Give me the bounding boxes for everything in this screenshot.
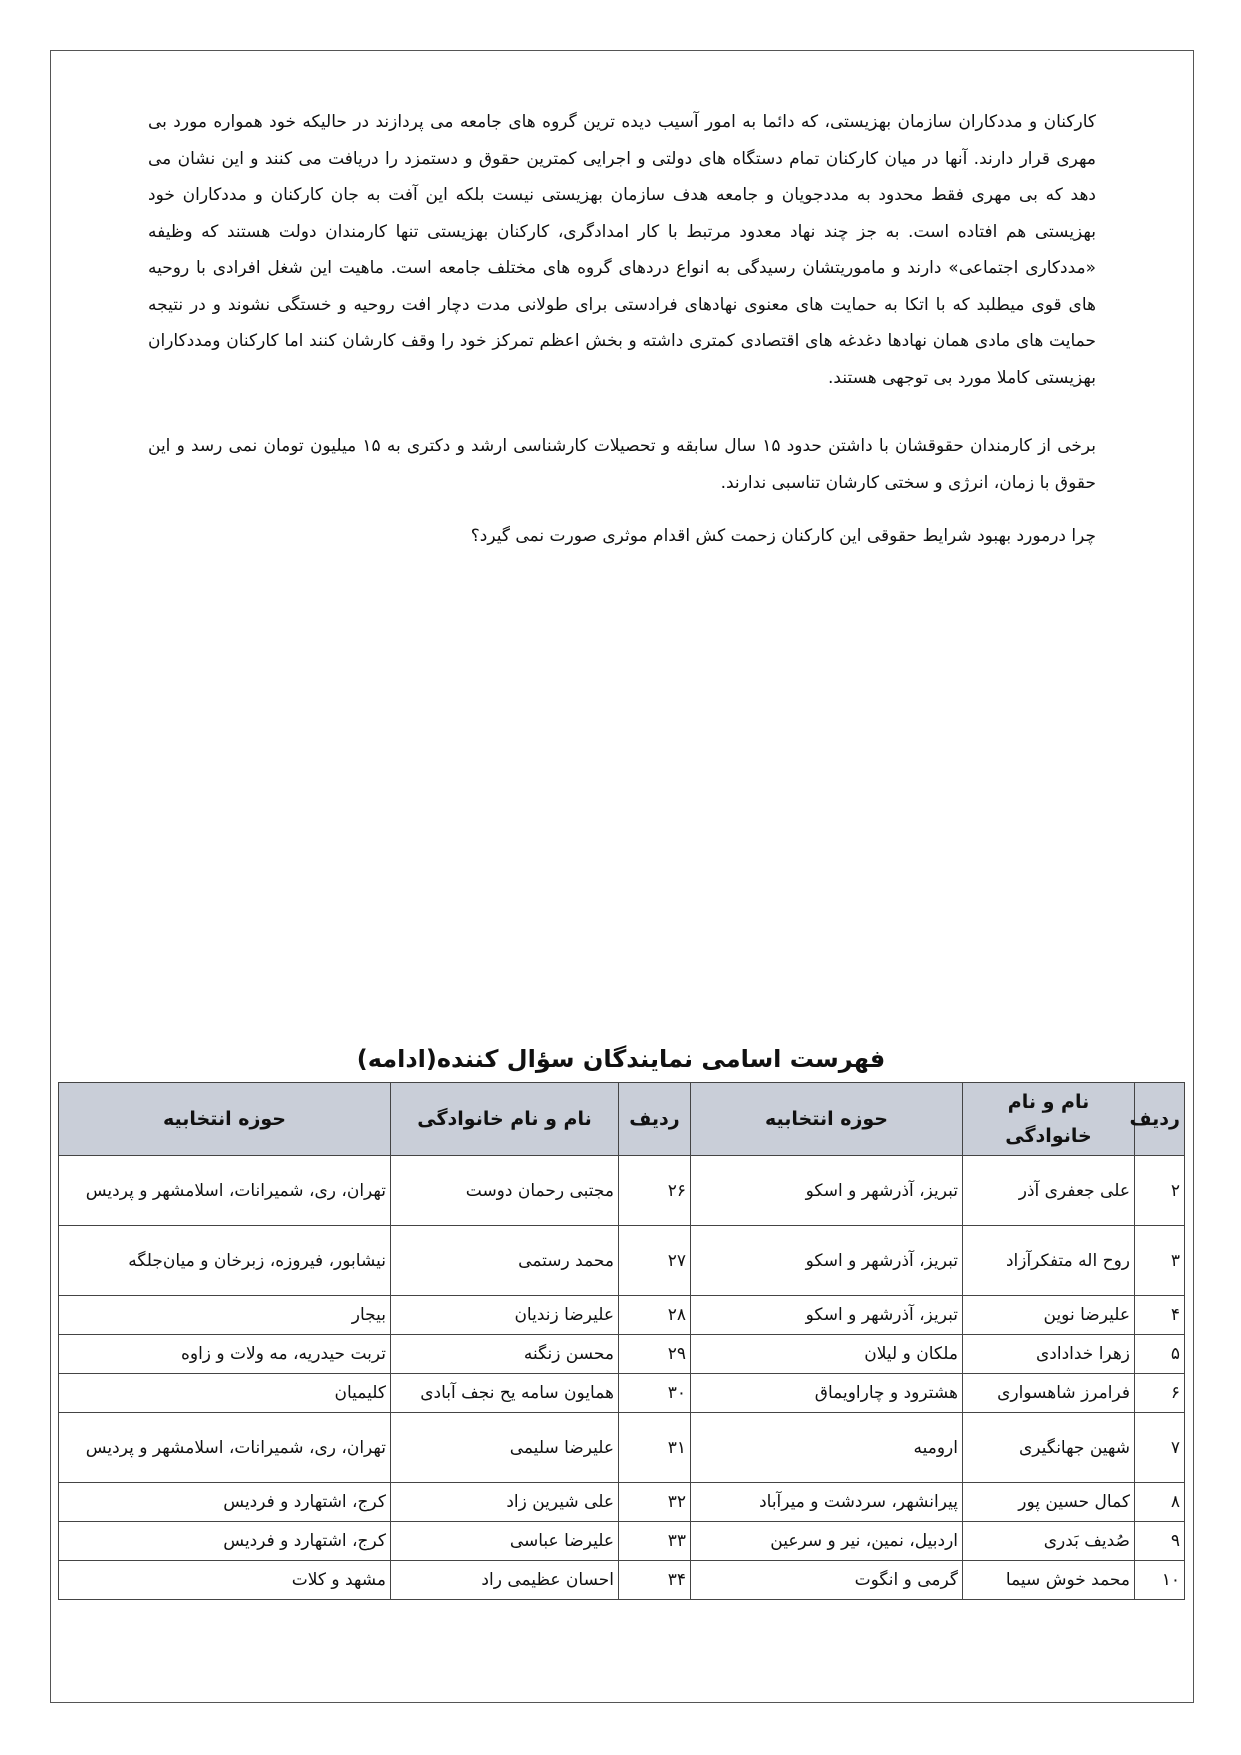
header-row-number: ردیف [619, 1083, 691, 1156]
member-district: کرج، اشتهارد و فردیس [59, 1483, 391, 1522]
row-number: ۳۳ [619, 1522, 691, 1561]
member-district: ملکان و لیلان [691, 1335, 963, 1374]
member-district: تهران، ری، شمیرانات، اسلامشهر و پردیس [59, 1413, 391, 1483]
member-district: بیجار [59, 1296, 391, 1335]
table-row [59, 1156, 1185, 1226]
header-district: حوزه انتخابیه [59, 1083, 391, 1156]
row-number: ۵ [1135, 1335, 1185, 1374]
member-name: مجتبی رحمان دوست [391, 1156, 619, 1226]
representatives-table [58, 1082, 1185, 1600]
row-number: ۲۶ [619, 1156, 691, 1226]
header-name: نام و نام خانوادگی [963, 1083, 1135, 1156]
member-district: کلیمیان [59, 1374, 391, 1413]
member-name: علی جعفری آذر [963, 1156, 1135, 1226]
member-name: علیرضا زندیان [391, 1296, 619, 1335]
member-name: محمد خوش سیما [963, 1561, 1135, 1600]
table-row [59, 1335, 1185, 1374]
table-row [59, 1374, 1185, 1413]
row-number: ۹ [1135, 1522, 1185, 1561]
row-number: ۴ [1135, 1296, 1185, 1335]
row-number: ۶ [1135, 1374, 1185, 1413]
table-row [59, 1296, 1185, 1335]
member-name: روح اله متفکرآزاد [963, 1226, 1135, 1296]
member-name: همایون سامه یح نجف آبادی [391, 1374, 619, 1413]
member-district: تبریز، آذرشهر و اسکو [691, 1226, 963, 1296]
member-district: مشهد و کلات [59, 1561, 391, 1600]
member-district: نیشابور، فیروزه، زبرخان و میان‌جلگه [59, 1226, 391, 1296]
row-number: ۲۸ [619, 1296, 691, 1335]
row-number: ۱۰ [1135, 1561, 1185, 1600]
table-row [59, 1561, 1185, 1600]
paragraph-2: برخی از کارمندان حقوقشان با داشتن حدود ۱۵ سال سابقه و تحصیلات کارشناسی ارشد و دکتری به ۱۵ میلیون تومان نمی رسد و این حقوق با زمان، انرژی و سختی کارشان تناسبی ندارند. [148, 436, 1096, 493]
member-district: گرمی و انگوت [691, 1561, 963, 1600]
paragraph-3: چرا درمورد بهبود شرایط حقوقی این کارکنان زحمت کش اقدام موثری صورت نمی گیرد؟ [470, 526, 1096, 546]
member-district: تبریز، آذرشهر و اسکو [691, 1156, 963, 1226]
header-row-number: ردیف [1135, 1083, 1185, 1156]
member-district: اردبیل، نمین، نیر و سرعین [691, 1522, 963, 1561]
row-number: ۳ [1135, 1226, 1185, 1296]
row-number: ۳۲ [619, 1483, 691, 1522]
member-district: تبریز، آذرشهر و اسکو [691, 1296, 963, 1335]
member-district: تربت حیدریه، مه ولات و زاوه [59, 1335, 391, 1374]
member-district: کرج، اشتهارد و فردیس [59, 1522, 391, 1561]
table-row [59, 1522, 1185, 1561]
row-number: ۷ [1135, 1413, 1185, 1483]
member-district: ارومیه [691, 1413, 963, 1483]
member-name: محمد رستمی [391, 1226, 619, 1296]
member-district: تهران، ری، شمیرانات، اسلامشهر و پردیس [59, 1156, 391, 1226]
member-name: کمال حسین پور [963, 1483, 1135, 1522]
row-number: ۲۹ [619, 1335, 691, 1374]
member-name: علیرضا عباسی [391, 1522, 619, 1561]
member-name: شهین جهانگیری [963, 1413, 1135, 1483]
row-number: ۸ [1135, 1483, 1185, 1522]
member-district: هشترود و چاراویماق [691, 1374, 963, 1413]
row-number: ۳۴ [619, 1561, 691, 1600]
row-number: ۳۱ [619, 1413, 691, 1483]
header-district: حوزه انتخابیه [691, 1083, 963, 1156]
member-name: علیرضا نوین [963, 1296, 1135, 1335]
member-name: زهرا خدادادی [963, 1335, 1135, 1374]
member-name: علیرضا سلیمی [391, 1413, 619, 1483]
member-name: علی شیرین زاد [391, 1483, 619, 1522]
row-number: ۲۷ [619, 1226, 691, 1296]
member-district: پیرانشهر، سردشت و میرآباد [691, 1483, 963, 1522]
table-row [59, 1226, 1185, 1296]
row-number: ۲ [1135, 1156, 1185, 1226]
table-row [59, 1483, 1185, 1522]
table-title: فهرست اسامی نمایندگان سؤال کننده(ادامه) [356, 1045, 886, 1073]
member-name: فرامرز شاهسواری [963, 1374, 1135, 1413]
table-row [59, 1413, 1185, 1483]
paragraph-1: کارکنان و مددکاران سازمان بهزیستی، که دائما به امور آسیب دیده ترین گروه های جامعه می پردازند در حالیکه خود همواره مورد بی مهری قرار دارند. آنها در میان کارکنان تمام دستگاه های دولتی و اجرایی کمترین حقوق و دستمزد را دریافت می کنند و این نشان می دهد که بی مهری فقط محدود به مددجویان و جامعه هدف سازمان بهزیستی نیست بلکه این آفت به جان کارکنان و مددکاران خود بهزیستی هم افتاده است. به جز چند نهاد معدود مرتبط با کار امدادگری، کارکنان بهزیستی تنها کارمندان دولت هستند که وظیفه «مددکاری اجتماعی» دارند و ماموریتشان رسیدگی به انواع دردهای گروه های مختلف جامعه است. ماهیت این شغل افرادی با روحیه های قوی میطلبد که با اتکا به حمایت های معنوی نهادهای فرادستی برای طولانی مدت دچار افت روحیه و خستگی نشوند و در نتیجه حمایت های مادی همان نهادها دغدغه های اقتصادی کمتری داشته و بخش اعظم تمرکز خود را وقف کارشان کنند اما کارکنان ومددکاران بهزیستی کاملا مورد بی توجهی هستند. [148, 112, 1096, 388]
member-name: احسان عظیمی راد [391, 1561, 619, 1600]
header-name: نام و نام خانوادگی [391, 1083, 619, 1156]
table-header-row [59, 1083, 1185, 1156]
row-number: ۳۰ [619, 1374, 691, 1413]
member-name: صُدیف بَدری [963, 1522, 1135, 1561]
member-name: محسن زنگنه [391, 1335, 619, 1374]
